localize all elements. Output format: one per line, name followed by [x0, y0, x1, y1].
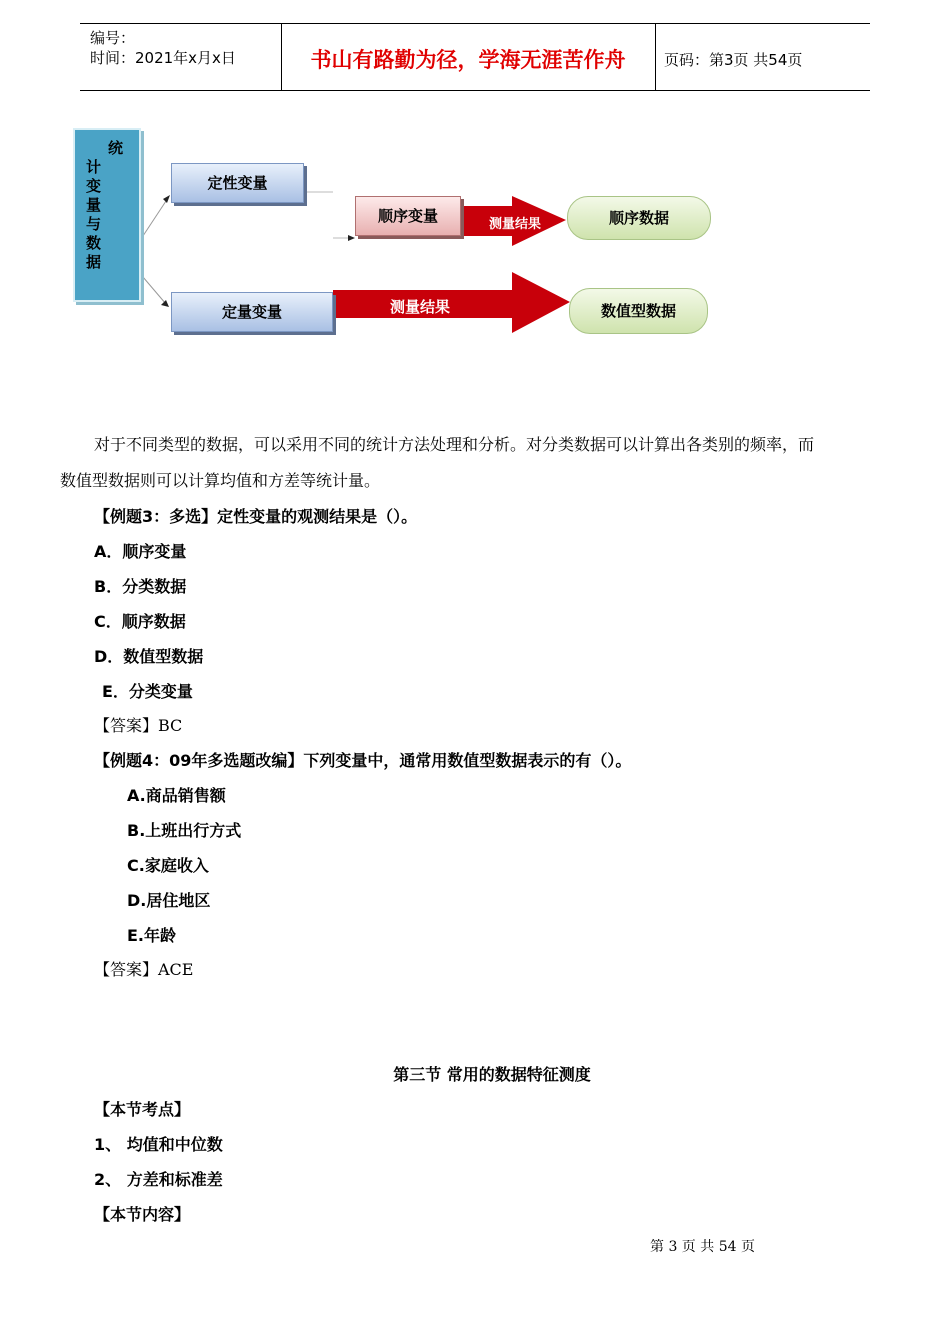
header-motto: 书山有路勤为径，学海无涯苦作舟: [310, 48, 626, 72]
point-item: 2、 方差和标准差: [94, 1170, 223, 1189]
example4-title: 【例题4：09年多选题改编】下列变量中，通常用数值型数据表示的有（）。: [94, 751, 632, 770]
numeric-data-node: 数值型数据: [569, 288, 708, 334]
big-arrow-label: 测量结果: [389, 298, 450, 316]
connector-line: [137, 270, 166, 304]
point-item: 1、 均值和中位数: [94, 1135, 223, 1154]
example4-answer: 【答案】ACE: [94, 960, 194, 979]
paragraph-line: 数值型数据则可以计算均值和方差等统计量。: [60, 471, 381, 490]
connector-line: [137, 198, 168, 245]
header-page-code: 页码：第3页 共54页: [664, 51, 803, 69]
section-title: 第三节 常用的数据特征测度: [393, 1065, 591, 1084]
header-time: 时间：2021年x月x日: [90, 49, 236, 67]
example3-option: A．顺序变量: [94, 542, 187, 561]
qualitative-node: 定性变量: [171, 163, 304, 203]
root-box: [73, 128, 141, 302]
header-number: 编号：: [90, 29, 136, 47]
example3-option: B．分类数据: [94, 577, 187, 596]
example3-option: E．分类变量: [102, 682, 193, 701]
root-label-top: 统: [108, 139, 124, 157]
quantitative-node: 定量变量: [171, 292, 333, 332]
connector-arrowhead: [161, 300, 169, 307]
example3-title: 【例题3：多选】定性变量的观测结果是（）。: [94, 507, 418, 526]
ordinal-node: 顺序变量: [355, 196, 461, 236]
example4-option: E.年龄: [127, 926, 177, 945]
small-arrow-label: 测量结果: [488, 217, 541, 232]
kaodian-heading: 【本节考点】: [94, 1100, 191, 1119]
example3-answer: 【答案】BC: [94, 716, 183, 735]
connector-arrowhead: [163, 195, 170, 203]
diagram-connectors: [0, 0, 950, 400]
neirong-heading: 【本节内容】: [94, 1205, 191, 1224]
example4-option: B.上班出行方式: [127, 821, 242, 840]
connector-arrowhead: [348, 235, 355, 241]
example3-option: C．顺序数据: [94, 612, 186, 631]
paragraph-line: 对于不同类型的数据，可以采用不同的统计方法处理和分析。对分类数据可以计算出各类别的频率，而: [94, 435, 815, 454]
root-label: 计变量与数据: [86, 158, 102, 271]
example4-option: C.家庭收入: [127, 856, 209, 875]
page-footer: 第 3 页 共 54 页: [650, 1239, 755, 1255]
example4-option: D.居住地区: [127, 891, 211, 910]
ordinal-data-node: 顺序数据: [567, 196, 711, 240]
example3-option: D．数值型数据: [94, 647, 204, 666]
variable-type-diagram: [0, 0, 950, 400]
example4-option: A.商品销售额: [127, 786, 226, 805]
